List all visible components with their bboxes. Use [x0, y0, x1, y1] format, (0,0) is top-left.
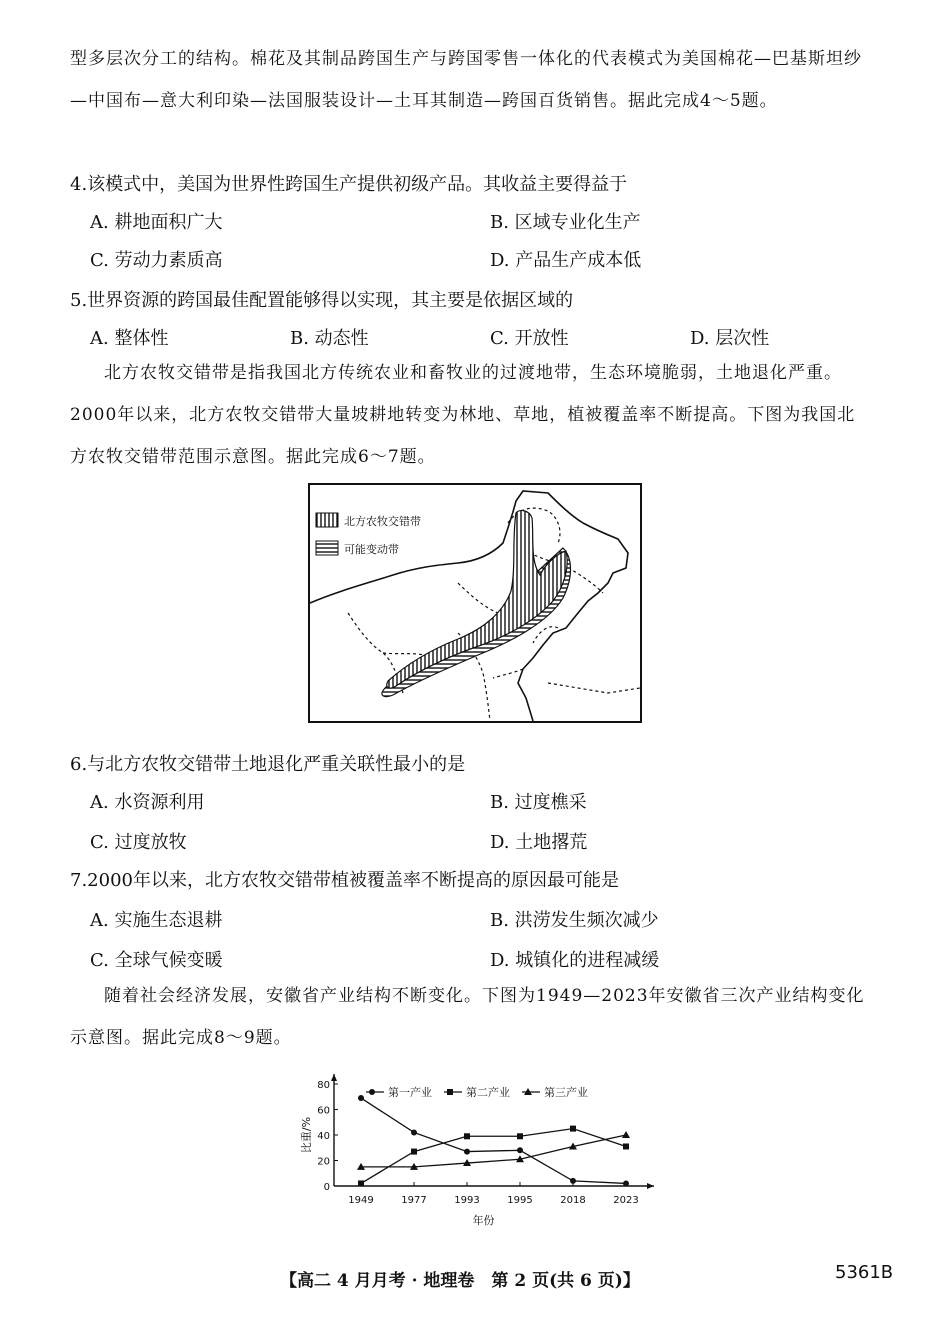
q7-option-c: C. 全球气候变暖 [90, 950, 223, 971]
legend-label-3: 第三产业 [544, 1086, 588, 1099]
y-tick-label: 0 [323, 1182, 330, 1193]
q5-option-d: D. 层次性 [690, 328, 770, 349]
y-axis-arrow [331, 1074, 337, 1081]
question-5-stem: 5.世界资源的跨国最佳配置能够得以实现，其主要是依据区域的 [70, 290, 574, 311]
x-tick-label: 1993 [454, 1195, 480, 1206]
q5-option-b: B. 动态性 [290, 328, 369, 349]
q5-option-a: A. 整体性 [90, 328, 169, 349]
x-tick-label: 1949 [348, 1195, 374, 1206]
legend-label-2: 第二产业 [466, 1086, 510, 1099]
x-axis-label: 年份 [472, 1214, 495, 1227]
q4-option-a: A. 耕地面积广大 [90, 212, 223, 233]
q7-option-d: D. 城镇化的进程减缓 [490, 950, 660, 971]
intro-paragraph: 型多层次分工的结构。棉花及其制品跨国生产与跨国零售一体化的代表模式为美国棉花—巴基斯坦纱—中国布—意大利印染—法国服装设计—土耳其制造—跨国百货销售。据此完成4～5题。 [70, 49, 862, 111]
q6-option-a: A. 水资源利用 [90, 792, 205, 813]
question-7-stem: 7.2000年以来，北方农牧交错带植被覆盖率不断提高的原因最可能是 [70, 870, 619, 891]
series-line-2 [361, 1129, 626, 1184]
x-tick-label: 2018 [560, 1195, 586, 1206]
legend-marker-1 [369, 1089, 375, 1095]
zone-map-figure [308, 483, 642, 723]
zone-map [308, 483, 642, 723]
data-point-series-2 [358, 1180, 364, 1186]
x-tick-label: 2023 [613, 1195, 639, 1206]
data-point-series-2 [517, 1133, 523, 1139]
q7-option-b: B. 洪涝发生频次减少 [490, 910, 659, 931]
q5-option-c: C. 开放性 [490, 328, 569, 349]
data-point-series-1 [623, 1180, 629, 1186]
question-4-stem: 4.该模式中，美国为世界性跨国生产提供初级产品。其收益主要得益于 [70, 174, 628, 195]
data-point-series-1 [464, 1149, 470, 1155]
legend-label-change: 可能变动带 [344, 543, 399, 556]
q4-option-b: B. 区域专业化生产 [490, 212, 641, 233]
q7-option-a: A. 实施生态退耕 [90, 910, 223, 931]
passage-anhui-industry: 随着社会经济发展，安徽省产业结构不断变化。下图为1949—2023年安徽省三次产业结构变化示意图。据此完成8～9题。 [70, 986, 865, 1048]
legend-marker-2 [447, 1089, 453, 1095]
x-tick-label: 1977 [401, 1195, 427, 1206]
x-tick-label: 1995 [507, 1195, 533, 1206]
q6-option-c: C. 过度放牧 [90, 832, 187, 853]
q4-option-d: D. 产品生产成本低 [490, 250, 642, 271]
paper-code: 5361B [835, 1262, 894, 1283]
data-point-series-3 [622, 1131, 630, 1138]
data-point-series-2 [464, 1133, 470, 1139]
data-point-series-1 [570, 1178, 576, 1184]
x-axis-arrow [647, 1183, 654, 1189]
q6-option-d: D. 土地撂荒 [490, 832, 588, 853]
page-footer: 【高二 4 月月考 · 地理卷 第 2 页(共 6 页)】 [280, 1271, 640, 1291]
q4-option-c: C. 劳动力素质高 [90, 250, 223, 271]
y-tick-label: 80 [317, 1080, 330, 1091]
industry-chart-svg [296, 1070, 666, 1230]
data-point-series-2 [623, 1143, 629, 1149]
question-6-stem: 6.与北方农牧交错带土地退化严重关联性最小的是 [70, 754, 466, 775]
passage-farming-pastoral-zone: 北方农牧交错带是指我国北方传统农业和畜牧业的过渡地带，生态环境脆弱，土地退化严重。2000年以来，北方农牧交错带大量坡耕地转变为林地、草地，植被覆盖率不断提高。下图为我国北方农牧交错带范围示意图。据此完成6～7题。 [70, 363, 856, 467]
y-tick-label: 40 [317, 1131, 330, 1142]
y-axis-label: 比重/% [300, 1116, 313, 1154]
y-tick-label: 20 [317, 1156, 330, 1168]
data-point-series-2 [411, 1149, 417, 1155]
legend-swatch-zone [316, 513, 338, 527]
legend-label-zone: 北方农牧交错带 [344, 515, 421, 528]
legend-swatch-change [316, 541, 338, 555]
y-tick-label: 60 [317, 1105, 330, 1117]
data-point-series-1 [358, 1095, 364, 1101]
data-point-series-1 [411, 1129, 417, 1135]
data-point-series-1 [517, 1147, 523, 1153]
industry-structure-chart [296, 1070, 666, 1230]
q6-option-b: B. 过度樵采 [490, 792, 587, 813]
data-point-series-2 [570, 1126, 576, 1132]
series-line-1 [361, 1098, 626, 1183]
legend-label-1: 第一产业 [388, 1086, 432, 1099]
